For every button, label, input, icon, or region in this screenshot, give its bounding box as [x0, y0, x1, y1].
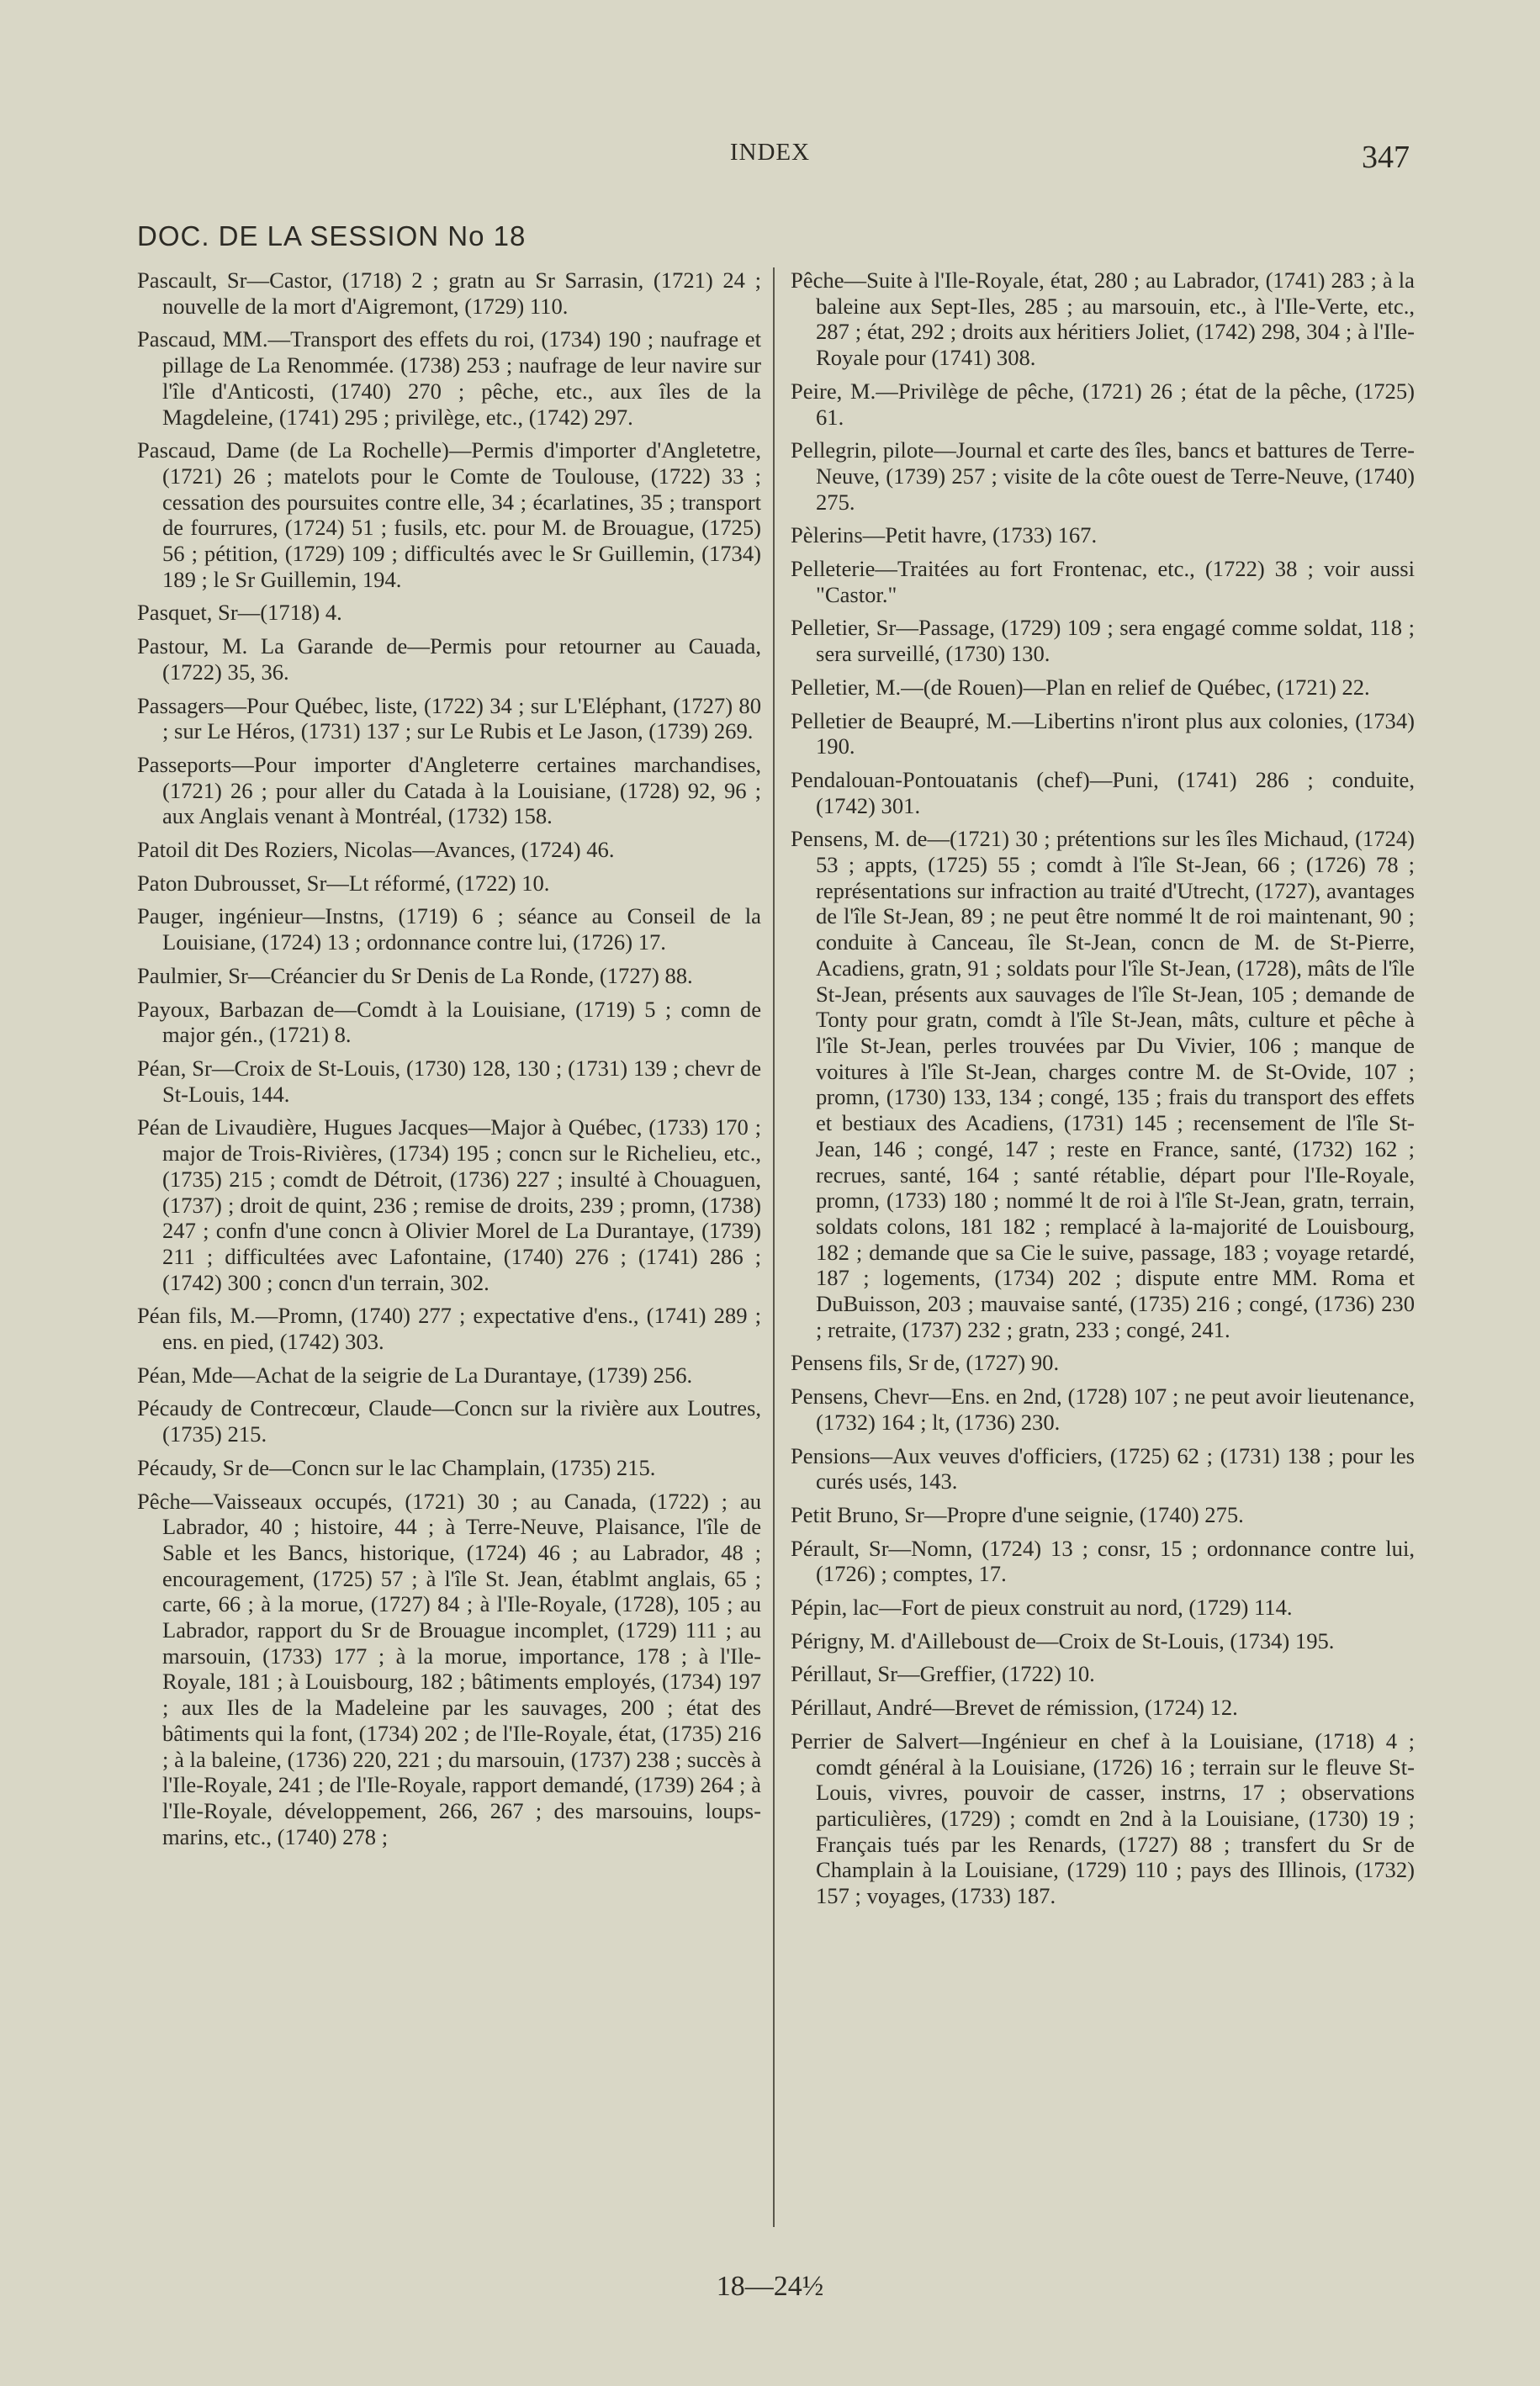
entry-text: Lt réformé, (1722) 10. — [348, 870, 550, 896]
entry-text: Croix de St-Louis, (1730) 128, 130 ; (1731) 139 ; chevr de St-Louis, 144. — [162, 1055, 761, 1107]
entry-heading: Pasquet, Sr— — [137, 600, 261, 626]
index-entry — [137, 267, 761, 319]
entry-heading: Pascault, Sr— — [137, 267, 270, 293]
index-entry — [791, 675, 1415, 701]
entry-text: (1727) 90. — [960, 1350, 1060, 1376]
entry-heading: Péan fils, M.— — [137, 1303, 278, 1329]
index-entry — [137, 1114, 761, 1295]
index-entry — [791, 1536, 1415, 1587]
index-entry — [791, 826, 1415, 1342]
index-entry — [137, 1303, 761, 1354]
entry-heading: Pécaudy, Sr de— — [137, 1454, 292, 1480]
index-entry — [791, 1728, 1415, 1909]
entry-heading: Paton Dubrousset, Sr— — [137, 870, 349, 896]
entry-text: (1721) 30 ; prétentions sur les îles Michaud, (1724) 53 ; appts, (1725) 55 ; comdt à l'île St-Jean, 66 ; (1726) 78 ; représentations sur infraction au traité d'Utrecht, (1727), avantages de l'île St-Jean, 89 ; ne peut être nommé lt de roi maintenant, 90 ; conduite à Canceau, île St-Jean, concn de M. de St-Pierre, Acadiens, gratn, 91 ; soldats pour l'île St-Jean, (1728), mâts de l'île St-Jean, présents aux sauvages de l'île St-Jean, 105 ; demande de Tonty pour gratn, comdt à l'île St-Jean, mâts, culture et pêche à l'île St-Jean, perles trouvées par Du Vivier, 106 ; manque de voitures à l'île St-Jean, charges contre M. de St-Ovide, 107 ; promn, (1730) 133, 134 ; congé, 135 ; frais du transport des effets et bestiaux des Acadiens, (1731) 145 ; recensement de l'île St-Jean, 146 ; congé, 147 ; reste en France, santé, (1732) 162 ; recrues, santé, 164 ; santé rétablie, départ pour l'Ile-Royale, promn, (1733) 180 ; nommé lt de roi à l'île St-Jean, gratn, terrain, soldats colons, 181 182 ; remplacé à la-majorité de Louisbourg, 182 ; demande que sa Cie le suive, passage, 183 ; voyage retardé, 187 ; logements, (1734) 202 ; dispute entre MM. Roma et DuBuisson, 203 ; mauvaise santé, (1735) 216 ; congé, (1736) 230 ; retraite, (1737) 232 ; gratn, 233 ; congé, 241. — [816, 826, 1415, 1342]
entry-heading: Passeports— — [137, 751, 254, 777]
printer-signature: 18—24½ — [716, 2271, 824, 2302]
index-entry — [791, 615, 1415, 666]
index-entry — [791, 708, 1415, 759]
entry-text: Propre d'une seignie, (1740) 275. — [946, 1501, 1244, 1527]
entry-heading: Paulmier, Sr— — [137, 962, 271, 988]
index-entry — [137, 997, 761, 1048]
right-column — [791, 267, 1415, 1917]
entry-text: Ens. en 2nd, (1728) 107 ; ne peut avoir lieutenance, (1732) 164 ; lt, (1736) 230. — [816, 1383, 1415, 1435]
entry-text: Pour Québec, liste, (1722) 34 ; sur L'Eléphant, (1727) 80 ; sur Le Héros, (1731) 137 ; sur Le Rubis et Le Jason, (1739) 269. — [162, 692, 761, 744]
entry-heading: Pensens fils, Sr de, — [791, 1350, 961, 1376]
entry-heading: Pelletier de Beaupré, M.— — [791, 707, 1035, 733]
entry-text: (1718) 4. — [260, 600, 342, 626]
entry-heading: Pendalouan-Pontouatanis (chef)— — [791, 766, 1113, 792]
index-entry — [791, 1443, 1415, 1495]
column-divider — [773, 267, 775, 2227]
entry-heading: Pensens, M. de— — [791, 826, 950, 852]
entry-text: Permis pour retourner au Cauada, (1722) 35, 36. — [162, 633, 761, 685]
entry-heading: Pauger, ingénieur— — [137, 903, 325, 929]
entry-heading: Périllaut, André— — [791, 1695, 955, 1721]
entry-text: Privilège de pêche, (1721) 26 ; état de la pêche, (1725) 61. — [816, 378, 1415, 430]
index-entry — [137, 1395, 761, 1447]
entry-text: Puni, (1741) 286 ; conduite, (1742) 301. — [816, 766, 1415, 818]
entry-text: Pour importer d'Angleterre certaines marchandises, (1721) 26 ; pour aller du Catada à la Louisiane, (1728) 92, 96 ; aux Anglais venant à Montréal, (1732) 158. — [162, 751, 761, 829]
entry-heading: Pêche—Suite — [791, 267, 913, 293]
entry-text: Castor, (1718) 2 ; gratn au Sr Sarrasin, (1721) 24 ; nouvelle de la mort d'Aigremont, (1729) 110. — [162, 267, 761, 319]
doc-session-heading: DOC. DE LA SESSION No 18 — [137, 220, 527, 251]
entry-text: Major à Québec, (1733) 170 ; major de Trois-Rivières, (1734) 195 ; concn sur le Richelieu, etc., (1735) 215 ; comdt de Détroit, (1736) 227 ; insulté à Chouaguen, (1737) ; droit de quint, 236 ; remise de droits, 239 ; promn, (1738) 247 ; confn d'une concn à Olivier Morel de La Durantaye, (1739) 211 ; difficultées avec Lafontaine, (1740) 276 ; (1741) 286 ; (1742) 300 ; concn d'un terrain, 302. — [162, 1114, 761, 1295]
index-entry — [791, 437, 1415, 515]
entry-heading: Pèlerins— — [791, 522, 886, 548]
index-entry — [791, 1695, 1415, 1721]
entry-text: Comdt à la Louisiane, (1719) 5 ; comn de major gén., (1721) 8. — [162, 996, 762, 1048]
entry-text: Vaisseaux occupés, (1721) 30 ; au Canada, (1722) ; au Labrador, 40 ; histoire, 44 ; à Terre-Neuve, Plaisance, l'île de Sable et les Bancs, historique, (1724) 46 ; au Labrador, 48 ; encouragement, (1725) 57 ; à l'île St. Jean, établmt anglais, 65 ; carte, 66 ; à la morue, (1727) 84 ; à l'Ile-Royale, (1728), 105 ; au Labrador, rapport du Sr de Brouague incomplet, (1729) 111 ; au marsouin, (1733) 177 ; à la morue, importance, 178 ; à l'Ile-Royale, 181 ; à Louisbourg, 182 ; bâtiments employés, (1734) 197 ; aux Iles de la Madeleine par les sauvages, 200 ; état des bâtiments qui la font, (1734) 202 ; de l'Ile-Royale, état, (1735) 216 ; à la baleine, (1736) 220, 221 ; du marsouin, (1737) 238 ; succès à l'Ile-Royale, 241 ; de l'Ile-Royale, rapport demandé, (1739) 264 ; à l'Ile-Royale, développement, 266, 267 ; des marsouins, loups-marins, etc., (1740) 278 ; — [162, 1488, 761, 1849]
index-entry — [791, 767, 1415, 818]
entry-heading: Petit Bruno, Sr— — [791, 1501, 947, 1527]
entry-heading: Péan, Sr— — [137, 1055, 235, 1081]
index-entry — [791, 522, 1415, 548]
index-entry — [137, 437, 761, 592]
entry-heading: Perrier de Salvert— — [791, 1727, 982, 1754]
entry-heading: Pérault, Sr— — [791, 1535, 912, 1561]
entry-heading: Périgny, M. d'Ailleboust de— — [791, 1627, 1059, 1653]
entry-heading: Pelletier, Sr— — [791, 615, 919, 641]
index-entry — [137, 600, 761, 626]
index-entry — [137, 1055, 761, 1107]
entry-heading: Pépin, lac— — [791, 1595, 902, 1621]
entry-text: à l'Ile-Royale, état, 280 ; au Labrador, (1741) 283 ; à la baleine aux Sept-Iles, 285 ; au marsouin, etc., à l'Ile-Verte, etc., 287 ; état, 292 ; droits aux héritiers Joliet, (1742) 298, 304 ; à l'Ile-Royale pour (1741) 308. — [816, 267, 1415, 371]
entry-text: Traitées au fort Frontenac, etc., (1722) 38 ; voir aussi "Castor." — [816, 556, 1415, 607]
entry-text: Créancier du Sr Denis de La Ronde, (1727) 88. — [270, 962, 693, 988]
entry-heading: Périllaut, Sr— — [791, 1661, 920, 1687]
entry-heading: Pascaud, MM.— — [137, 326, 291, 352]
index-entry — [137, 837, 761, 863]
index-entry — [137, 693, 761, 744]
entry-heading: Pelleterie— — [791, 556, 898, 582]
entry-heading: Péan, Mde— — [137, 1362, 256, 1388]
index-entry — [137, 752, 761, 829]
entry-heading: Péan de Livaudière, Hugues Jacques— — [137, 1114, 491, 1140]
index-entry — [791, 1661, 1415, 1687]
index-entry — [791, 1502, 1415, 1528]
entry-text: Croix de St-Louis, (1734) 195. — [1058, 1627, 1335, 1653]
entry-heading: Pellegrin, pilote— — [791, 437, 956, 463]
entry-text: Promn, (1740) 277 ; expectative d'ens., (1741) 289 ; ens. en pied, (1742) 303. — [162, 1303, 761, 1355]
index-entry — [791, 378, 1415, 430]
page-number: 347 — [1362, 140, 1410, 175]
index-entry — [791, 1595, 1415, 1621]
index-entry — [137, 326, 761, 430]
entry-heading: Pastour, M. La Garande de— — [137, 633, 430, 659]
index-entry — [137, 1455, 761, 1481]
entry-heading: Peire, M.— — [791, 378, 898, 404]
index-entry — [791, 267, 1415, 371]
entry-text: Brevet de rémission, (1724) 12. — [955, 1695, 1238, 1721]
entry-text: Ingénieur en chef à la Louisiane, (1718) 4 ; comdt général à la Louisiane, (1726) 16 ; terrain sur le fleuve St-Louis, vivres, pouvoir de casser, instrns, 17 ; observations particulières, (1729) ; comdt en 2nd à la Louisiane, (1730) 19 ; Français tués par les Renards, (1727) 88 ; transfert du Sr de Champlain à la Louisiane, (1729) 110 ; pays des Illinois, (1732) 157 ; voyages, (1733) 187. — [816, 1727, 1415, 1909]
entry-text: Nomn, (1724) 13 ; consr, 15 ; ordonnance contre lui, (1726) ; comptes, 17. — [816, 1535, 1415, 1587]
running-title: INDEX — [729, 139, 811, 166]
left-column — [137, 267, 761, 1857]
entry-heading: Pêche— — [137, 1488, 214, 1514]
entry-text: Instns, (1719) 6 ; séance au Conseil de la Louisiane, (1724) 13 ; ordonnance contre lui, (1726) 17. — [162, 903, 761, 955]
entry-heading: Pensens, Chevr— — [791, 1383, 951, 1410]
entry-heading: Pelletier, M.— — [791, 674, 923, 700]
index-entry — [137, 633, 761, 685]
entry-text: Fort de pieux construit au nord, (1729) 114. — [901, 1595, 1293, 1621]
entry-heading: Pécaudy de Contrecœur, Claude— — [137, 1395, 455, 1421]
entry-text: Greffier, (1722) 10. — [919, 1661, 1095, 1687]
index-entry — [791, 1628, 1415, 1654]
index-entry — [791, 1350, 1415, 1376]
entry-heading: Passagers— — [137, 692, 246, 718]
entry-text: Aux veuves d'officiers, (1725) 62 ; (1731) 138 ; pour les curés usés, 143. — [816, 1442, 1415, 1495]
entry-text: Libertins n'iront plus aux colonies, (1734) 190. — [816, 707, 1415, 759]
entry-text: Journal et carte des îles, bancs et battures de Terre-Neuve, (1739) 257 ; visite de la côte ouest de Terre-Neuve, (1740) 275. — [816, 437, 1416, 515]
entry-heading: Payoux, Barbazan de— — [137, 996, 357, 1022]
entry-text: Permis d'importer d'Angletetre, (1721) 26 ; matelots pour le Comte de Toulouse, (1722) 33 ; cessation des poursuites contre elle, 34 ; écarlatines, 35 ; transport de fourrures, (1724) 51 ; fusils, etc. pour M. de Brouague, (1725) 56 ; pétition, (1729) 109 ; difficultés avec le Sr Guillemin, (1734) 189 ; le Sr Guillemin, 194. — [162, 437, 761, 592]
entry-text: Petit havre, (1733) 167. — [885, 522, 1098, 548]
entry-heading: Pensions— — [791, 1442, 893, 1468]
entry-text: Concn sur la rivière aux Loutres, (1735) 215. — [162, 1395, 762, 1447]
index-entry — [137, 870, 761, 897]
index-entry — [137, 903, 761, 955]
index-entry — [137, 963, 761, 989]
entry-text: Avances, (1724) 46. — [434, 837, 615, 863]
entry-heading: Patoil dit Des Roziers, Nicolas— — [137, 837, 435, 863]
index-entry — [791, 1383, 1415, 1435]
entry-text: Concn sur le lac Champlain, (1735) 215. — [291, 1454, 656, 1480]
entry-text: Passage, (1729) 109 ; sera engagé comme soldat, 118 ; sera surveillé, (1730) 130. — [816, 615, 1415, 667]
entry-text: (de Rouen)—Plan en relief de Québec, (1721) 22. — [923, 674, 1370, 700]
index-entry — [137, 1489, 761, 1850]
index-entry — [137, 1362, 761, 1389]
index-entry — [791, 556, 1415, 607]
entry-text: Achat de la seigrie de La Durantaye, (1739) 256. — [255, 1362, 693, 1388]
entry-text: Transport des effets du roi, (1734) 190 ; naufrage et pillage de La Renommée. (1738) 253 ; naufrage de leur navire sur l'île d'Anticosti, (1740) 270 ; pêche, etc., aux îles de la Magdeleine, (1741) 295 ; privilège, etc., (1742) 297. — [162, 326, 762, 430]
entry-heading: Pascaud, Dame (de La Rochelle)— — [137, 437, 472, 463]
